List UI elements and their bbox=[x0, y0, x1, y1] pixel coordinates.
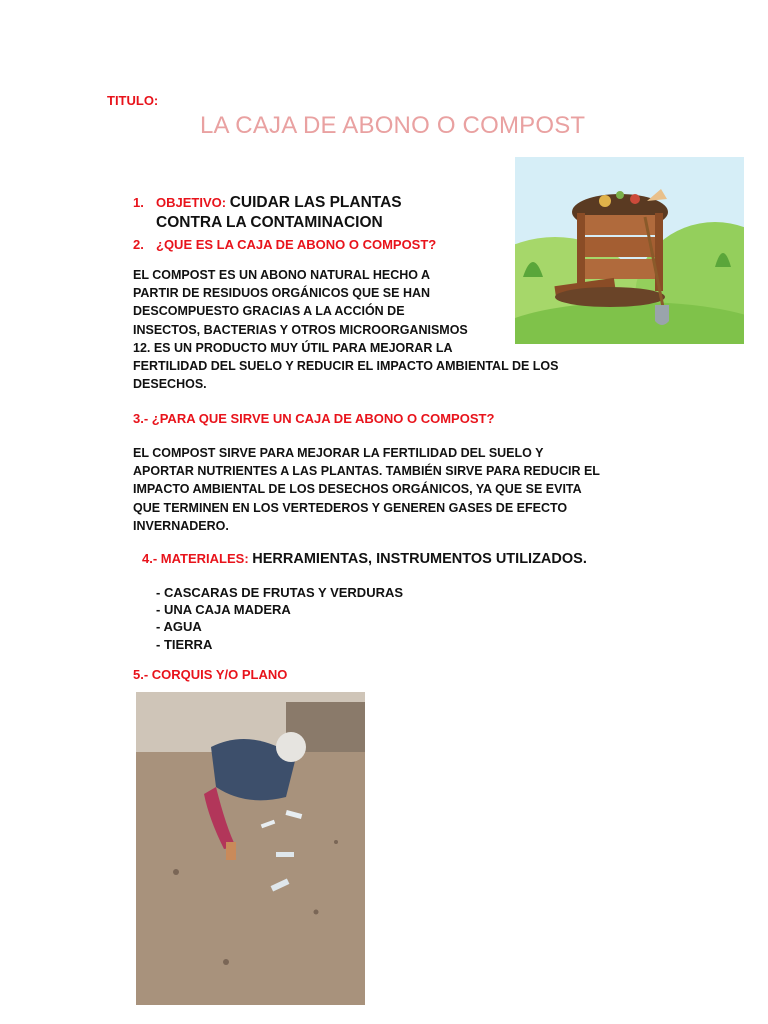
list-item: - TIERRA bbox=[156, 636, 213, 652]
paragraph-line: DESCOMPUESTO GRACIAS A LA ACCIÓN DE bbox=[133, 304, 405, 319]
paragraph-line: FERTILIDAD DEL SUELO Y REDUCIR EL IMPACTO AMBIENTAL DE LOS bbox=[133, 359, 559, 374]
objetivo-text-line2: CONTRA LA CONTAMINACION bbox=[156, 214, 383, 231]
list-item: - AGUA bbox=[156, 619, 202, 635]
paragraph-line: INSECTOS, BACTERIAS Y OTROS MICROORGANISMOS bbox=[133, 322, 468, 337]
section-materiales bbox=[142, 551, 587, 567]
field-photo-svg bbox=[136, 692, 365, 1005]
paragraph-line: APORTAR NUTRIENTES A LAS PLANTAS. TAMBIÉN SIRVE PARA REDUCIR EL bbox=[133, 464, 600, 479]
list-item: - UNA CAJA MADERA bbox=[156, 602, 291, 618]
paragraph-line: EL COMPOST SIRVE PARA MEJORAR LA FERTILIDAD DEL SUELO Y bbox=[133, 446, 544, 460]
titulo-label: TITULO: bbox=[107, 93, 159, 108]
corquis-heading: 5.- CORQUIS Y/O PLANO bbox=[133, 667, 288, 682]
para-que-sirve-heading: 3.- ¿PARA QUE SIRVE UN CAJA DE ABONO O COMPOST? bbox=[133, 411, 495, 426]
section-que-es bbox=[133, 237, 436, 252]
que-es-heading: ¿QUE ES LA CAJA DE ABONO O COMPOST? bbox=[156, 237, 437, 252]
field-photo bbox=[136, 692, 365, 1005]
page-title: LA CAJA DE ABONO O COMPOST bbox=[200, 112, 586, 139]
objetivo-text-line1: CUIDAR LAS PLANTAS bbox=[229, 194, 402, 211]
materiales-list bbox=[156, 584, 403, 653]
para-que-sirve-paragraph bbox=[133, 444, 600, 535]
paragraph-line: IMPACTO AMBIENTAL DE LOS DESECHOS ORGÁNICOS, YA QUE SE EVITA bbox=[133, 482, 582, 497]
paragraph-line: EL COMPOST ES UN ABONO NATURAL HECHO A bbox=[133, 268, 431, 282]
section-2-number: 2. bbox=[133, 237, 144, 252]
section-objetivo bbox=[133, 194, 402, 212]
materiales-text: HERRAMIENTAS, INSTRUMENTOS UTILIZADOS. bbox=[252, 551, 587, 567]
paragraph-line: QUE TERMINEN EN LOS VERTEDEROS Y GENEREN GASES DE EFECTO bbox=[133, 500, 568, 515]
paragraph-line: PARTIR DE RESIDUOS ORGÁNICOS QUE SE HAN bbox=[133, 286, 431, 301]
paragraph-line: DESECHOS. bbox=[133, 377, 207, 392]
que-es-paragraph bbox=[133, 266, 559, 393]
section-1-number: 1. bbox=[133, 195, 144, 210]
list-item: - CASCARAS DE FRUTAS Y VERDURAS bbox=[156, 585, 404, 600]
materiales-label: 4.- MATERIALES: bbox=[142, 551, 249, 566]
paragraph-line: 12. ES UN PRODUCTO MUY ÚTIL PARA MEJORAR LA bbox=[133, 340, 453, 355]
paragraph-line: INVERNADERO. bbox=[133, 518, 229, 533]
objetivo-label: OBJETIVO: bbox=[156, 195, 227, 210]
